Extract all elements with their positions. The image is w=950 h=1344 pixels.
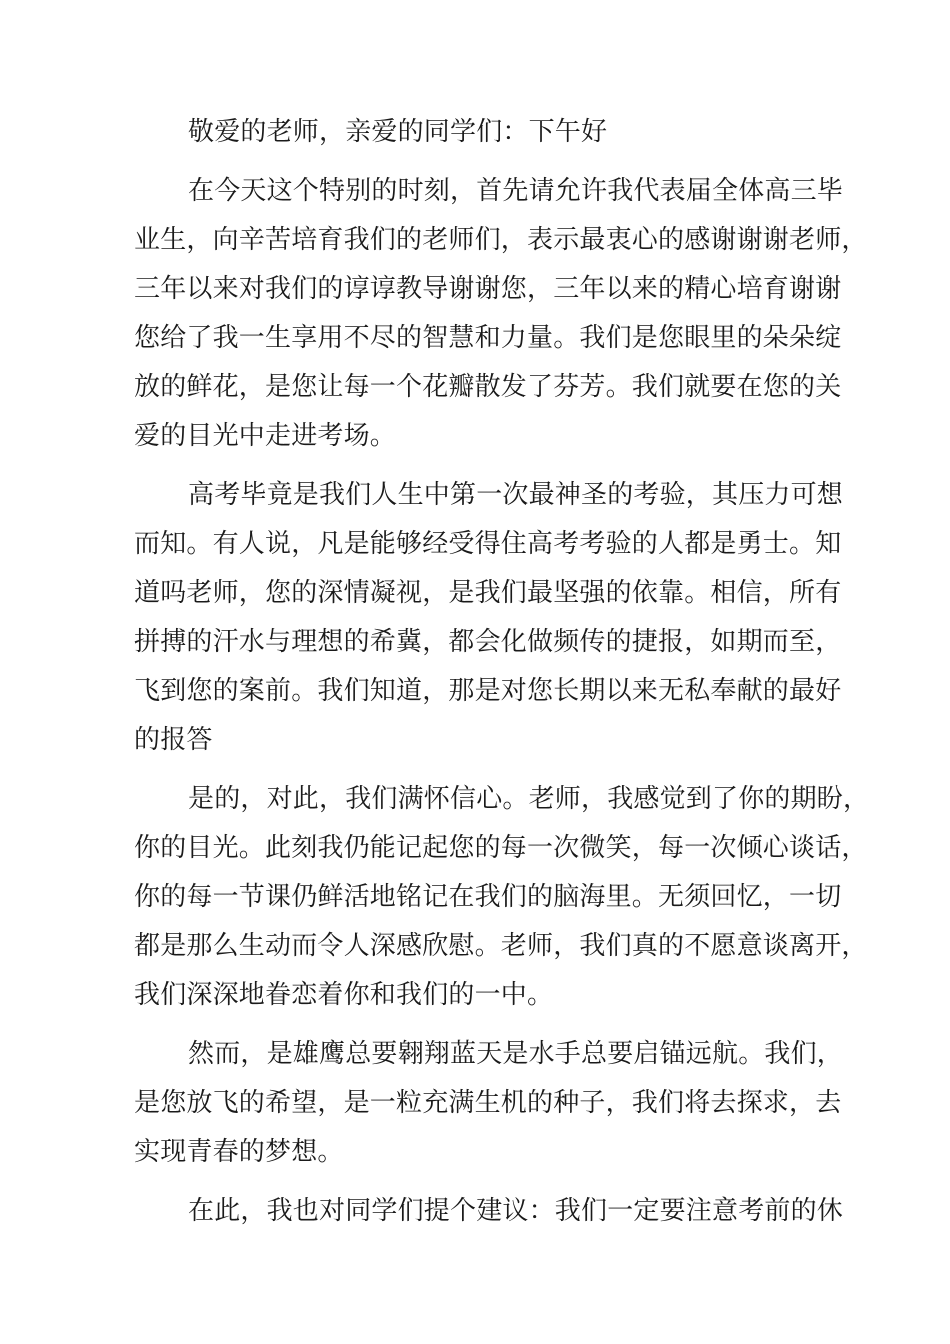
document-body [134,108,870,1236]
paragraph-2 [134,471,844,765]
text-line: 都是那么生动而令人深感欣慰。老师，我们真的不愿意谈离开， [134,931,868,961]
greeting-line: 敬爱的老师，亲爱的同学们：下午好 [188,117,608,147]
paragraph-3 [134,775,870,1020]
text-line: 实现青春的梦想。 [134,1137,344,1167]
text-line: 飞到您的案前。我们知道，那是对您长期以来无私奉献的最好 [134,676,842,706]
text-line: 在此，我也对同学们提个建议：我们一定要注意考前的休 [188,1196,844,1226]
text-line: 三年以来对我们的谆谆教导谢谢您，三年以来的精心培育谢谢 [134,274,842,304]
text-line: 然而，是雄鹰总要翱翔蓝天是水手总要启锚远航。我们， [188,1039,844,1069]
text-line: 我们深深地眷恋着你和我们的一中。 [134,980,554,1010]
text-line: 你的每一节课仍鲜活地铭记在我们的脑海里。无须回忆，一切 [134,882,842,912]
text-line: 爱的目光中走进考场。 [134,421,397,451]
text-line: 拼搏的汗水与理想的希冀，都会化做频传的捷报，如期而至， [134,627,842,657]
text-line: 而知。有人说，凡是能够经受得住高考考验的人都是勇士。知 [134,529,842,559]
text-line: 您给了我一生享用不尽的智慧和力量。我们是您眼里的朵朵绽 [134,323,842,353]
text-line: 你的目光。此刻我仍能记起您的每一次微笑，每一次倾心谈话， [134,833,868,863]
text-line: 高考毕竟是我们人生中第一次最神圣的考验，其压力可想 [188,480,844,510]
text-line: 业生，向辛苦培育我们的老师们，表示最衷心的感谢谢谢老师， [134,225,868,255]
paragraph-1 [134,167,868,461]
text-line: 是您放飞的希望，是一粒充满生机的种子，我们将去探求，去 [134,1088,842,1118]
text-line: 在今天这个特别的时刻，首先请允许我代表届全体高三毕 [188,176,844,206]
text-line: 放的鲜花，是您让每一个花瓣散发了芬芳。我们就要在您的关 [134,372,842,402]
text-line: 的报答 [134,725,213,755]
paragraph-5 [134,1187,844,1236]
paragraph-4 [134,1030,844,1177]
text-line: 是的，对此，我们满怀信心。老师，我感觉到了你的期盼， [188,784,870,814]
text-line: 道吗老师，您的深情凝视，是我们最坚强的依靠。相信，所有 [134,578,842,608]
